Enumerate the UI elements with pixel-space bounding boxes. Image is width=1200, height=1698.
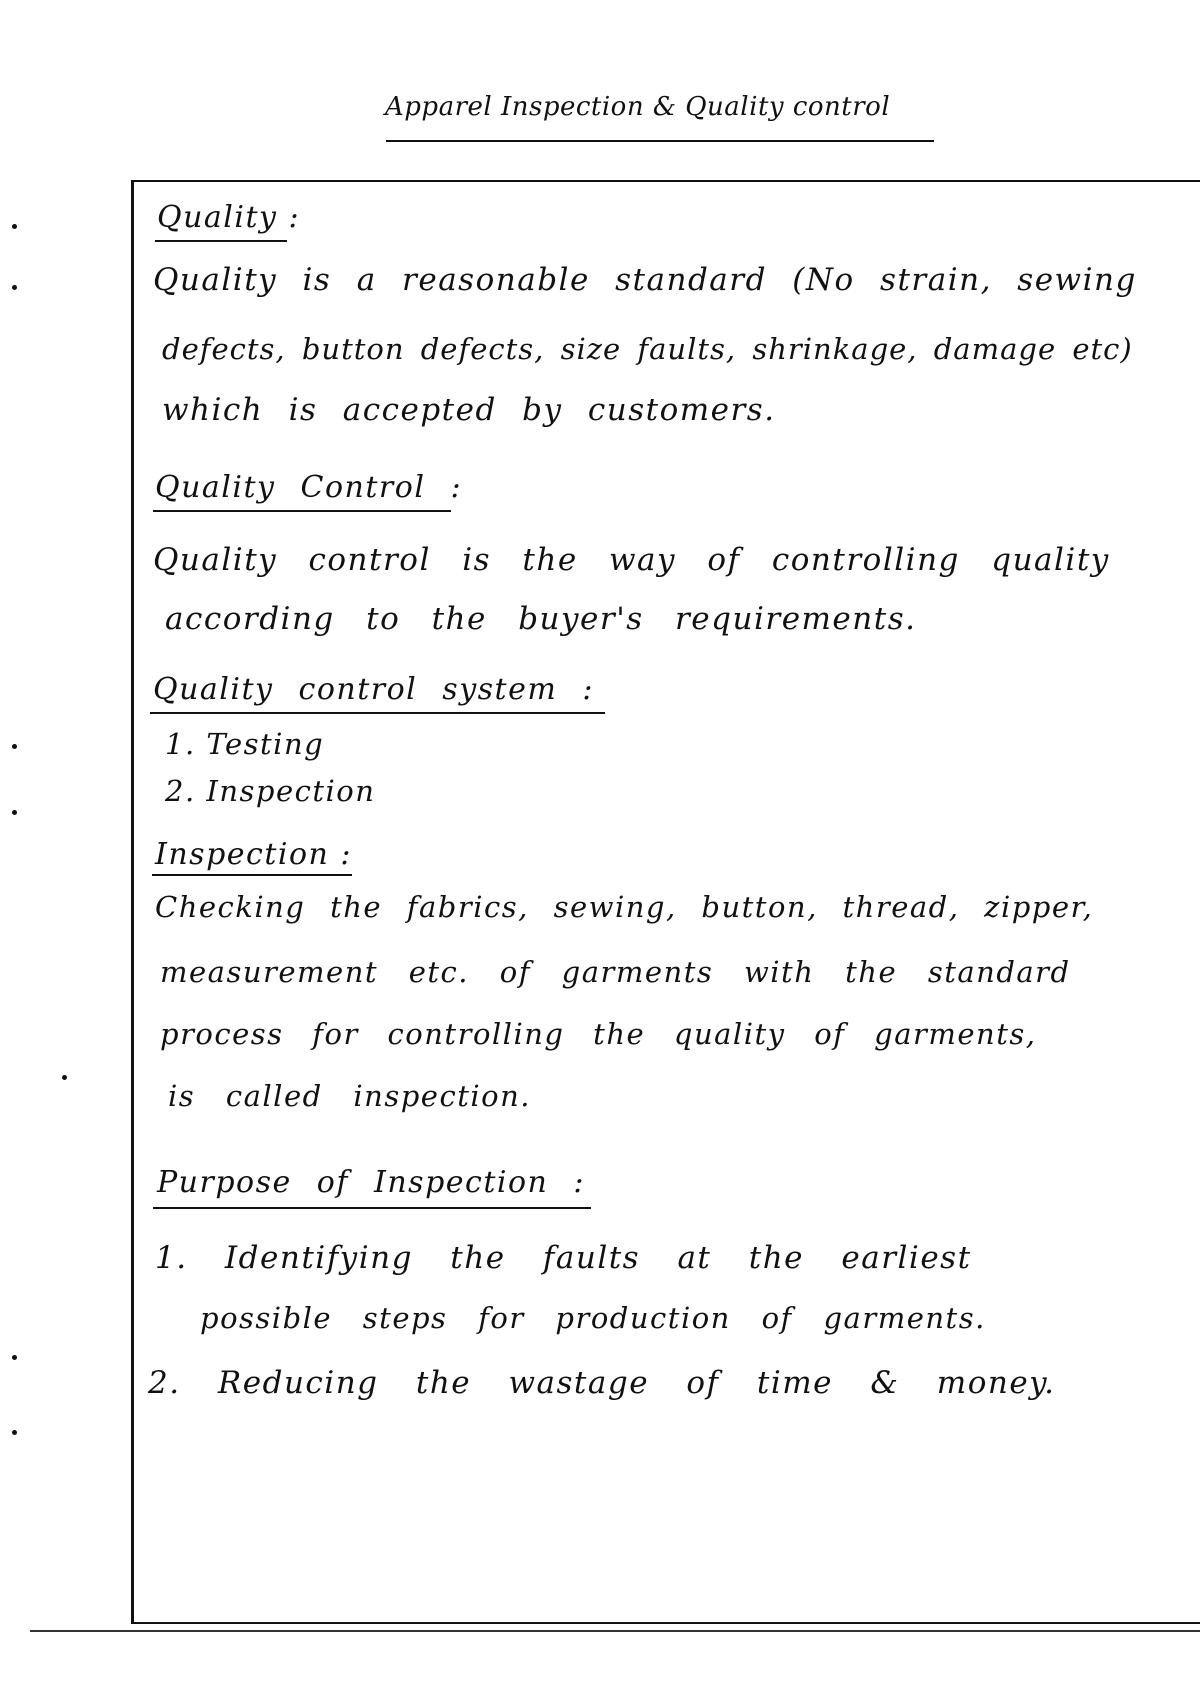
- list-item: 2. Reducing the wastage of time & money.: [148, 1365, 1056, 1401]
- section-heading-quality-control: Quality Control :: [155, 470, 463, 505]
- heading-underline: [155, 240, 287, 242]
- margin-dot: [62, 1075, 67, 1080]
- title-underline: [386, 140, 934, 142]
- body-line: process for controlling the quality of garments,: [160, 1017, 1037, 1051]
- heading-underline: [153, 1207, 591, 1209]
- body-line: Checking the fabrics, sewing, button, thread, zipper,: [155, 890, 1094, 924]
- margin-dot: [12, 1430, 17, 1435]
- body-line: measurement etc. of garments with the standard: [160, 955, 1071, 989]
- page-title: Apparel Inspection & Quality control: [385, 92, 891, 122]
- list-item-continuation: possible steps for production of garments.: [200, 1301, 986, 1335]
- list-item: 1. Testing: [165, 727, 325, 761]
- body-line: is called inspection.: [168, 1079, 531, 1113]
- margin-dot: [12, 810, 17, 815]
- margin-dot: [12, 224, 17, 229]
- heading-underline: [150, 712, 605, 714]
- body-line: according to the buyer's requirements.: [165, 601, 917, 637]
- section-heading-quality: Quality :: [157, 200, 301, 235]
- bottom-rule: [30, 1630, 1200, 1632]
- section-heading-purpose-of-inspection: Purpose of Inspection :: [157, 1165, 586, 1200]
- section-heading-inspection: Inspection :: [155, 837, 353, 872]
- heading-underline: [152, 874, 352, 876]
- list-item: 2. Inspection: [165, 774, 376, 808]
- margin-dot: [12, 1355, 17, 1360]
- body-line: defects, button defects, size faults, shrinkage, damage etc): [162, 332, 1133, 366]
- margin-dot: [12, 285, 17, 290]
- body-line: Quality is a reasonable standard (No strain, sewing: [153, 262, 1137, 298]
- section-heading-quality-control-system: Quality control system :: [153, 672, 594, 707]
- body-line: Quality control is the way of controlling quality: [153, 542, 1110, 578]
- heading-underline: [153, 510, 451, 512]
- list-item: 1. Identifying the faults at the earliest: [155, 1240, 972, 1276]
- body-line: which is accepted by customers.: [162, 392, 776, 428]
- margin-dot: [12, 744, 17, 749]
